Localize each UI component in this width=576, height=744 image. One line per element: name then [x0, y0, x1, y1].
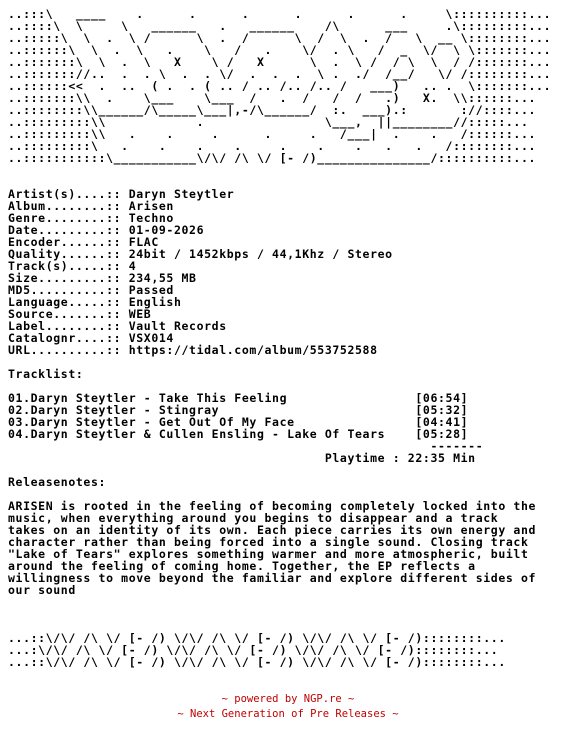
info-artist: Artist(s)....:: Daryn Steytler [8, 187, 235, 201]
releasenotes-text [8, 500, 551, 596]
releasenotes-line: music, when everything around you begins to disappear and a track [8, 511, 499, 525]
info-genre: Genre........:: Techno [8, 211, 174, 225]
logo-line: ..:::::::\\ . \___ \___ / . / / / .) X. \\::::::... [8, 91, 537, 105]
blank-line [8, 596, 551, 608]
info-encoder: Encoder......:: FLAC [8, 235, 159, 249]
logo-line: ..:::::::::\\ . \___, ||________//:::::... [8, 115, 529, 129]
info-md5: MD5..........:: Passed [8, 283, 174, 297]
logo-line: ..:::::::::\\ . . . . . /___| . . /::::::... [8, 127, 537, 141]
info-date: Date.........:: 01-09-2026 [8, 223, 205, 237]
logo-line: ..:::::\ \ . \ / \ . / \ / \ . / \ __ \::::::::... [8, 31, 552, 45]
releasenotes-line: around the feeling of coming home. Together, the EP reflects a [8, 559, 476, 573]
bottom-art-line: ...:\/\/ /\ \/ [- /) \/\/ /\ \/ [- /) \/\/ /\ \/ [- /)::::::::... [8, 643, 499, 657]
logo-line: ..::::::\ \ . \ . \ / . \/ . \ / _ \/ \ \:::::::... [8, 43, 552, 57]
info-size: Size.........:: 234,55 MB [8, 271, 197, 285]
nfo-text [8, 8, 551, 668]
info-language: Language.....:: English [8, 295, 182, 309]
releasenotes-line: "Lake of Tears" explores something warmer and more atmospheric, built [8, 547, 529, 561]
logo-line: ..::::::::\\______/\_____\___|,-/\______/ :. ___).: ://::::... [8, 103, 537, 117]
logo-line: ..:::::::\ \ . \ X \ / X \ . \ / / \ \ / /:::::::... [8, 55, 552, 69]
track-row: 03.Daryn Steytler - Get Out Of My Face [04:41] [8, 415, 469, 429]
track-row: 01.Daryn Steytler - Take This Feeling [06:54] [8, 391, 469, 405]
bottom-art [8, 632, 551, 668]
bottom-art-line: ...::\/\/ /\ \/ [- /) \/\/ /\ \/ [- /) \/\/ /\ \/ [- /)::::::::... [8, 655, 506, 669]
releasenotes-heading: Releasenotes: [8, 475, 107, 489]
bottom-art-line: ...::\/\/ /\ \/ [- /) \/\/ /\ \/ [- /) \/\/ /\ \/ [- /)::::::::... [8, 631, 506, 645]
footer-tagline: ~ Next Generation of Pre Releases ~ [177, 708, 399, 720]
releasenotes-line: ARISEN is rooted in the feeling of becoming completely locked into the [8, 499, 537, 513]
logo-line: ..:::::::::::\___________\/\/ /\ \/ [- /)_______________/::::::::::... [8, 151, 537, 165]
logo-line: ..::::\ \ \ ______ . ______ /\ ___ .\:::::::::... [8, 19, 552, 33]
blank-line [8, 608, 551, 620]
blank-line [8, 164, 551, 176]
tracklist-heading: Tracklist: [8, 367, 84, 381]
info-quality: Quality......:: 24bit / 1452kbps / 44,1Khz / Stereo [8, 247, 393, 261]
playtime: Playtime : 22:35 Min [8, 451, 476, 465]
footer-powered-by: ~ powered by NGP.re ~ [221, 693, 355, 705]
releasenotes-line: willingness to move beyond the familiar and explore different sides of [8, 571, 537, 585]
logo-line: ..:::\ ____ . . . . . . \::::::::::... [8, 7, 552, 21]
info-source: Source.......:: WEB [8, 307, 152, 321]
info-catalognr: Catalognr....:: VSX014 [8, 331, 174, 345]
info-album: Album........:: Arisen [8, 199, 174, 213]
info-url: URL..........:: https://tidal.com/album/553752588 [8, 343, 378, 357]
logo-line: ..::::::://.. . . \ . . \/ . . . \ . ./ /__/ \/ /::::::::... [8, 67, 552, 81]
track-row: 02.Daryn Steytler - Stingray [05:32] [8, 403, 469, 417]
logo-art [8, 8, 551, 164]
logo-line: ..::::::<< . .. ( . . ( .. / .. /.. /.. / ___) .. . \:::::::... [8, 79, 552, 93]
blank-line [8, 356, 551, 368]
track-row: 04.Daryn Steytler & Cullen Ensling - Lake Of Tears [05:28] [8, 427, 469, 441]
releasenotes-line: takes on an identity of its own. Each piece carries its own energy and [8, 523, 537, 537]
release-info [8, 188, 551, 356]
tracklist [8, 392, 551, 464]
info-label: Label........:: Vault Records [8, 319, 227, 333]
logo-line: ..:::::::::\ . . . . . . . . . /::::::::... [8, 139, 537, 153]
tracks-rule: ------- [8, 439, 484, 453]
releasenotes-line: character rather than being forced into a single sound. Closing track [8, 535, 529, 549]
releasenotes-line: our sound [8, 583, 76, 597]
info-tracks: Track(s).....:: 4 [8, 259, 137, 273]
